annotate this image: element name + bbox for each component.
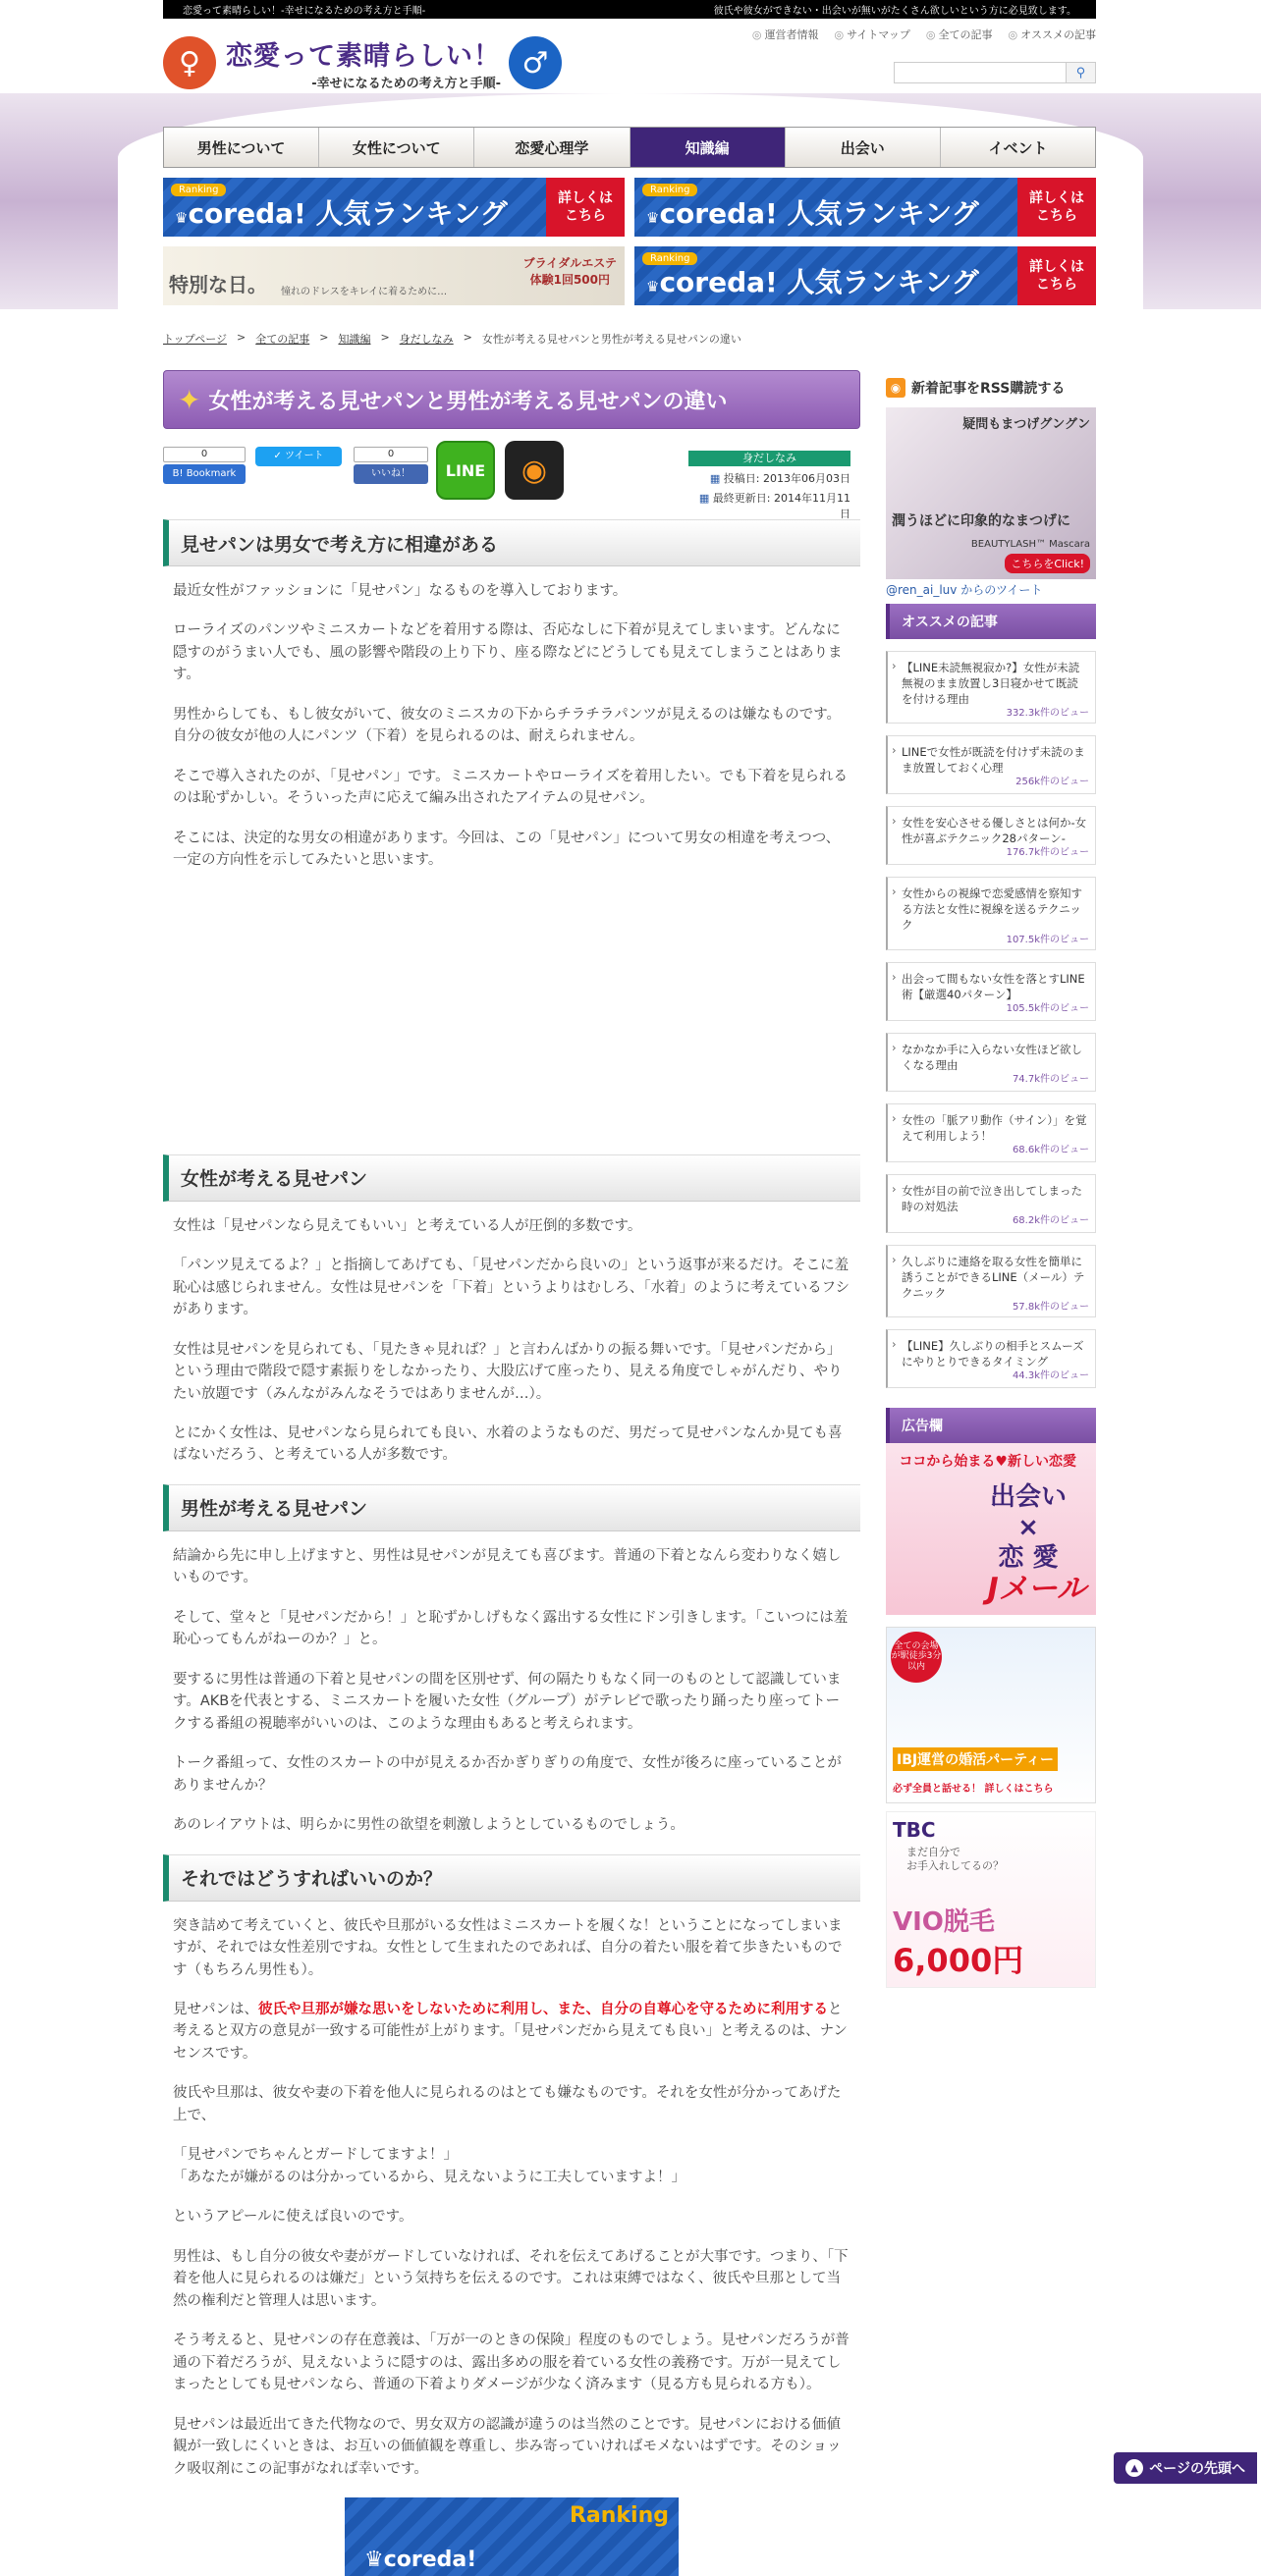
highlight-post: と考えると双方の意見が一致する可能性が上がります。「見せパンだから見えても良い」と考えるのは、ナンセンスです。 <box>173 2002 848 2062</box>
section-heading: それではどうすればいいのか？ <box>163 1854 860 1902</box>
hatena-bookmark-button[interactable] <box>163 447 246 484</box>
recommend-views: 68.2k件のビュー <box>1012 1214 1089 1226</box>
ranking-banner[interactable] <box>163 178 625 237</box>
header-links <box>752 27 1096 42</box>
jmail-ad[interactable] <box>886 1443 1096 1615</box>
twitter-bird-icon: ✓ <box>273 451 282 461</box>
recommend-title: › なかなか手に入らない女性ほど欲しくなる理由 <box>902 1042 1082 1072</box>
recommend-item[interactable] <box>886 1103 1096 1162</box>
share-bar <box>163 441 860 519</box>
ibj-ad-headline: IBJ運営の婚活パーティー <box>893 1747 1058 1771</box>
section-heading: 男性が考える見せパン <box>163 1484 860 1531</box>
recommend-title: › 女性を安心させる優しさとは何か-女性が喜ぶテクニック28パターン- <box>902 816 1087 846</box>
paragraph: 女性は「見せパンなら見えてもいい」と考えている人が圧倒的多数です。 <box>173 1217 642 1234</box>
recommend-item[interactable] <box>886 651 1096 724</box>
rss-icon: ◉ <box>886 378 905 398</box>
recommend-title: › 女性が目の前で泣き出してしまった時の対処法 <box>902 1183 1082 1213</box>
recommend-views: 332.3k件のビュー <box>1006 708 1089 720</box>
search-icon: ⚲ <box>1075 65 1086 80</box>
figure-icon: ✦ <box>178 383 201 416</box>
mascara-ad-copy: 潤うほどに印象的なまつげに <box>892 513 1070 529</box>
search-button[interactable] <box>1067 62 1096 83</box>
link-recommended[interactable]: ◎ オススメの記事 <box>1009 27 1097 42</box>
fb-label: いいね！ <box>354 464 428 484</box>
recommend-item[interactable] <box>886 962 1096 1021</box>
fb-count: 0 <box>354 447 428 462</box>
page-top-button[interactable] <box>1114 2452 1257 2484</box>
nav-women[interactable]: 女性について <box>319 128 474 167</box>
article-main <box>163 370 860 2576</box>
ranking-bottom-head: Ranking <box>569 2502 669 2528</box>
banner-brand: coreda! <box>188 197 306 230</box>
highlight-red: 彼氏や旦那が嫌な思いをしないために利用し、また、自分の自尊心を守るために利用する <box>258 2002 828 2017</box>
recommend-title: › 女性の「脈アリ動作（サイン）」を覚えて利用しよう！ <box>902 1112 1087 1143</box>
section-heading: 見せパンは男女で考え方に相違がある <box>163 519 860 566</box>
site-subtitle: -幸せになるための考え方と手順- <box>311 77 501 91</box>
banner-text: 人気ランキング <box>787 266 979 298</box>
paragraph: 「パンツ見えてるよ？」と指摘してあげても、「見せパンだから良いの」という返事が来るだけ。そこに羞恥心は感じられません。女性は見せパンを「下着」というよりはむしろ、「水着」のように考えているフシがあります。 <box>173 1258 850 1318</box>
hatena-count: 0 <box>163 447 246 462</box>
sidebar <box>886 370 1096 2576</box>
site-title: 恋愛って素晴らしい！ <box>226 41 501 72</box>
tbc-ad-price: 6,000円 <box>893 1941 1024 1979</box>
page-wrapper <box>163 0 1096 2576</box>
banner-brand: coreda! <box>659 266 778 298</box>
ad-space <box>163 889 860 1154</box>
posted-date: ▦ 投稿日: 2013年06月03日 <box>688 470 850 486</box>
ibj-party-ad[interactable] <box>886 1627 1096 1803</box>
recommend-views: 68.6k件のビュー <box>1012 1144 1089 1155</box>
article-title <box>163 370 860 429</box>
ad-heading: 広告欄 <box>886 1408 1096 1443</box>
bridal-esthe-banner[interactable] <box>163 246 625 305</box>
paragraph: 要するに男性は普通の下着と見せパンの間を区別せず、何の隔たりもなく同一のものとして認識しています。AKBを代表とする、ミニスカートを履いた女性（グループ）がテレビで歌ったり踊ったり座ってトークする番組の視聴率がいいのは、このような理由もあると考えられます。 <box>173 1671 842 1732</box>
rss-label: 新着記事をRSS購読する <box>911 381 1066 397</box>
breadcrumb-all[interactable]: 全ての記事 <box>255 333 310 346</box>
ibj-ad-badge: 全ての会場が駅徒歩3分以内 <box>891 1632 942 1683</box>
recommend-views: 107.5k件のビュー <box>1006 934 1089 945</box>
link-about[interactable]: ◎ 運営者情報 <box>752 27 819 42</box>
site-logo[interactable] <box>163 34 562 91</box>
nav-psychology[interactable]: 恋愛心理学 <box>474 128 630 167</box>
recommend-title: › 女性からの視線で恋愛感情を察知する方法と女性に視線を送るテクニック <box>902 886 1082 933</box>
female-symbol-icon: ♀ <box>163 36 216 89</box>
paragraph-highlight <box>163 1999 860 2065</box>
search-input[interactable] <box>894 62 1067 83</box>
top-bar <box>163 0 1096 19</box>
ranking-banner-bottom[interactable] <box>345 2497 679 2576</box>
recommend-item[interactable] <box>886 877 1096 949</box>
paragraph: 結論から先に申し上げますと、男性は見せパンが見えても喜びます。普通の下着となんら変わりなく嬉しいものです。 <box>173 1547 842 1586</box>
ranking-tag: Ranking <box>171 184 226 196</box>
recommend-list <box>886 651 1096 1388</box>
paragraph: 突き詰めて考えていくと、彼氏や旦那がいる女性はミニスカートを履くな！ということになってしまいますが、それでは女性差別ですね。女性として生まれたのであれば、自分の着たい服を着て歩きたいものです（もちろん男性も）。 <box>173 1917 843 1978</box>
mascara-ad-cta: こちらをClick! <box>1005 554 1090 573</box>
recommend-title: › 出会って間もない女性を落とすLINE術【厳選40パターン】 <box>902 971 1085 1001</box>
recommend-item[interactable] <box>886 1174 1096 1233</box>
ranking-banner[interactable] <box>634 178 1096 237</box>
paragraph: あのレイアウトは、明らかに男性の欲望を刺激しようとしているものでしょう。 <box>173 1817 685 1834</box>
banner-more-button[interactable]: 詳しくは こちら <box>546 178 625 237</box>
tbc-vio-ad[interactable] <box>886 1811 1096 1988</box>
category-badge[interactable]: 身だしなみ <box>688 451 850 466</box>
twitter-timeline-link[interactable]: @ren_ai_luv からのツイート <box>886 583 1043 597</box>
recommend-title: › 【LINE未読無視寂か?】女性が未読無視のまま放置し3日寝かせて既読を付ける理由 <box>902 661 1080 707</box>
recommend-title: › 【LINE】久しぶりの相手とスムーズにやりとりできるタイミング <box>902 1338 1084 1368</box>
site-header <box>163 19 1096 107</box>
tbc-ad-copy: まだ自分で お手入れしてるの？ <box>906 1845 1004 1873</box>
recommend-views: 256k件のビュー <box>1015 777 1089 788</box>
mascara-ad[interactable] <box>886 407 1096 579</box>
tweet-label: ツイート <box>285 451 324 461</box>
paragraph: 最近女性がファッションに「見せパン」なるものを導入しております。 <box>173 583 628 599</box>
paragraph: そこで導入されたのが、「見せパン」です。ミニスカートやローライズを着用したい。でも下着を見られるのは恥ずかしい。そういった声に応えて編み出されたアイテムの見せパン。 <box>173 768 849 807</box>
tbc-ad-product: VIO脱毛 <box>893 1906 995 1937</box>
recommend-views: 44.3k件のビュー <box>1012 1370 1089 1382</box>
banner-more-button[interactable]: 詳しくは こちら <box>1017 178 1096 237</box>
mascara-ad-headline: 疑問もまつげグングン <box>962 417 1090 432</box>
hatena-label: B! Bookmark <box>163 464 246 484</box>
jmail-ad-copy: 出会い × 恋 愛 <box>989 1481 1067 1574</box>
top-bar-right: 彼氏や彼女ができない・出会いが無いがたくさん欲しいという方に必見致します。 <box>713 6 1076 17</box>
link-sitemap[interactable]: ◎ サイトマップ <box>834 27 909 42</box>
paragraph: とにかく女性は、見せパンなら見られても良い、水着のようなものだ、男だって見せパンなんか見ても喜ばないだろう、と考えている人が多数です。 <box>173 1424 843 1464</box>
global-nav <box>163 127 1096 168</box>
recommend-item[interactable] <box>886 1245 1096 1317</box>
paragraph: 見せパンは最近出てきた代物なので、男女双方の認識が違うのは当然のことです。見せパンにおける価値観が一致しにくいときは、お互いの価値観を尊重し、歩み寄っていければモメないはずです。そのショック吸収剤にこの記事がなれば幸いです。 <box>173 2416 842 2477</box>
jmail-ad-brand: Jメール <box>987 1571 1086 1606</box>
facebook-like-button[interactable] <box>354 447 428 484</box>
ranking-tag: Ranking <box>642 252 697 265</box>
tbc-ad-brand: TBC <box>893 1817 936 1842</box>
arrow-up-icon: ▲ <box>1125 2459 1143 2477</box>
recommend-views: 57.8k件のビュー <box>1012 1301 1089 1313</box>
paragraph: というアピールに使えば良いのです。 <box>173 2209 413 2226</box>
nav-events[interactable]: イベント <box>988 138 1048 157</box>
crown-icon: ♛ <box>646 209 660 227</box>
crown-icon: ♛ <box>646 278 660 295</box>
breadcrumb-knowledge[interactable]: 知識編 <box>338 333 371 346</box>
esthe-copy: 憧れのドレスをキレイに着るために… <box>281 287 448 297</box>
recommend-heading: オススメの記事 <box>886 604 1096 639</box>
line-label: LINE <box>445 460 486 480</box>
recommend-item[interactable] <box>886 735 1096 794</box>
updated-date: ▦ 最終更新日: 2014年11月11日 <box>688 490 850 521</box>
banner-grid <box>163 178 1096 305</box>
ibj-ad-cta: 必ず全員と話せる！ 詳しくはこちら <box>893 1783 1054 1795</box>
recommend-item[interactable] <box>886 1329 1096 1388</box>
mascara-ad-product: BEAUTYLASH™ Mascara <box>970 539 1090 550</box>
paragraph: トーク番組って、女性のスカートの中が見えるか否かぎりぎりの角度で、女性が後ろに座っていることがありませんか？ <box>173 1755 842 1794</box>
tweet-button[interactable] <box>255 447 342 466</box>
link-all-articles[interactable]: ◎ 全ての記事 <box>926 27 993 42</box>
male-symbol-icon: ♂ <box>509 36 562 89</box>
recommend-views: 105.5k件のビュー <box>1006 1002 1089 1014</box>
esthe-headline: 特別な日。 <box>169 273 267 296</box>
breadcrumb-current: 女性が考える見せパンと男性が考える見せパンの違い <box>481 333 741 346</box>
recommend-title: › 久しぶりに連絡を取る女性を簡単に誘うことができるLINE（メール）テクニック <box>902 1254 1085 1300</box>
article-meta <box>688 451 850 521</box>
banner-more-button[interactable]: 詳しくは こちら <box>1017 246 1096 305</box>
paragraph: そこには、決定的な男女の相違があります。今回は、この「見せパン」について男女の相違を考えつつ、一定の方向性を示してみたいと思います。 <box>173 830 841 869</box>
crown-icon: ♛ <box>364 2547 384 2572</box>
article-title-text: 女性が考える見せパンと男性が考える見せパンの違い <box>208 389 728 414</box>
nav-encounters[interactable]: 出会い <box>786 128 941 167</box>
paragraph: ローライズのパンツやミニスカートなどを着用する際は、否応なしに下着が見えてしまいます。どんなに隠すのがうまい人でも、風の影響や階段の上り下り、座る際などにどうしても見えてしまうことはあります。 <box>173 622 843 683</box>
banner-text: 人気ランキング <box>315 197 508 230</box>
crown-icon: ♛ <box>175 209 189 227</box>
section-heading: 女性が考える見せパン <box>163 1154 860 1202</box>
paragraph: そう考えると、見せパンの存在意義は、「万が一のときの保険」程度のものでしょう。見せパンだろうが普通の下着だろうが、見えないように隠すのは、露出多めの服を着ている女性の義務です。万が一見えてしまったとしても見せパンなら、普通の下着よりダメージが少なく済みます（見る方も見られる方も）。 <box>173 2333 850 2393</box>
paragraph: 彼氏や旦那は、彼女や妻の下着を他人に見られるのはとても嫌なものです。それを女性が分かってあげた上で、 <box>173 2085 842 2123</box>
recommend-item[interactable] <box>886 1033 1096 1092</box>
banner-text: 人気ランキング <box>787 197 979 230</box>
ranking-banner[interactable] <box>634 246 1096 305</box>
rss-icon[interactable]: ◉ <box>505 441 564 500</box>
line-share-button[interactable] <box>436 441 495 500</box>
paragraph: そして、堂々と「見せパンだから！」と恥ずかしげもなく露出する女性にドン引きします。「こいつには羞恥心ってもんがねーのか？」と。 <box>173 1609 849 1648</box>
breadcrumb-home[interactable]: トップページ <box>163 333 228 346</box>
jmail-ad-headline: ココから始まる♥新しい恋愛 <box>899 1453 1076 1470</box>
paragraph: 男性からしても、もし彼女がいて、彼女のミニスカの下からチラチラパンツが見えるのは嫌なものです。自分の彼女が他の人にパンツ（下着）を見られるのは、耐えられません。 <box>173 706 842 745</box>
ranking-bottom-brand: coreda! <box>383 2547 477 2572</box>
nav-men[interactable]: 男性について <box>164 128 319 167</box>
recommend-title: › LINEで女性が既読を付けず未読のまま放置しておく心理 <box>902 745 1085 776</box>
recommend-views: 176.7k件のビュー <box>1006 847 1089 859</box>
rss-subscribe-link[interactable] <box>886 374 1096 402</box>
paragraph: 「見せパンでちゃんとガードしてますよ！」 「あなたが嫌がるのは分かっているから、見えないように工夫していますよ！」 <box>173 2147 685 2185</box>
nav-knowledge[interactable]: 知識編 <box>630 128 786 167</box>
search-box <box>894 62 1096 83</box>
top-bar-left: 恋愛って素晴らしい！-幸せになるための考え方と手順- <box>183 6 426 17</box>
recommend-item[interactable] <box>886 806 1096 865</box>
esthe-offer: ブライダルエステ 体験1回500円 <box>522 256 617 287</box>
ranking-tag: Ranking <box>642 184 697 196</box>
breadcrumb-category[interactable]: 身だしなみ <box>399 333 454 346</box>
banner-brand: coreda! <box>659 197 778 230</box>
breadcrumb: トップページ > 全ての記事 > 知識編 > 身だしなみ > 女性が考える見せパンと男性が考える見せパンの違い <box>163 331 741 346</box>
paragraph: 男性は、もし自分の彼女や妻がガードしていなければ、それを伝えてあげることが大事です。つまり、「下着を他人に見られるのは嫌だ」という気持ちを伝えるのです。これは束縛ではなく、彼氏や旦那として当然の権利だと管理人は思います。 <box>173 2248 849 2309</box>
recommend-views: 74.7k件のビュー <box>1012 1073 1089 1085</box>
page-top-label: ページの先頭へ <box>1149 2461 1245 2477</box>
highlight-pre: 見せパンは、 <box>173 2002 258 2017</box>
paragraph: 女性は見せパンを見られても、「見たきゃ見れば？」と言わんばかりの振る舞いです。「見せパンだから」という理由で階段で隠す素振りをしなかったり、大股広げて座ったり、見える角度でしゃがんだり、やりたい放題です（みんながみんなそうではありませんが…）。 <box>173 1341 843 1402</box>
